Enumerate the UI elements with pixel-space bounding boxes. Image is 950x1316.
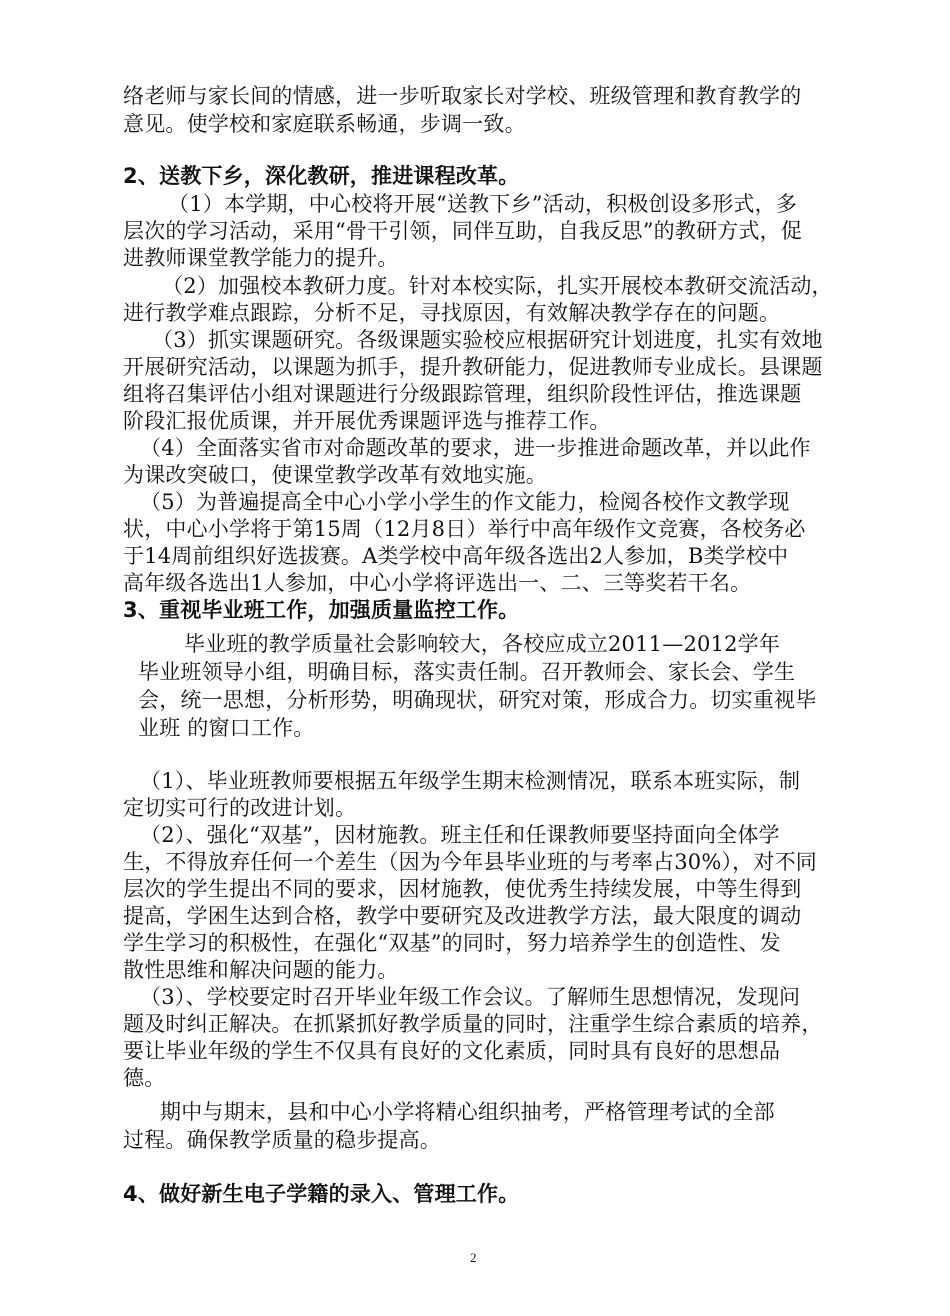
body-line: （4）全面落实省市对命题改革的要求，进一步推进命题改革，并以此作 [140,436,811,460]
body-line: （2）、强化“双基”，因材施教。班主任和任课教师要坚持面向全体学 [140,823,780,847]
section-heading-2: 2、送教下乡，深化教研，推进课程改革。 [123,164,520,188]
body-line: 高年级各选出1人参加，中心小学将评选出一、二、三等奖若干名。 [123,571,752,595]
body-line: 定切实可行的改进计划。 [123,796,357,820]
body-line: 层次的学生提出不同的要求，因材施教，使优秀生持续发展，中等生得到 [123,877,802,901]
body-line: 进行教学难点跟踪，分析不足，寻找原因，有效解决教学存在的问题。 [123,301,781,325]
body-line: （1）、毕业班教师要根据五年级学生期末检测情况，联系本班实际，制 [140,769,801,793]
body-line: （2）加强校本教研力度。针对本校实际，扎实开展校本教研交流活动， [162,274,833,298]
body-line: 期中与期末，县和中心小学将精心组织抽考，严格管理考试的全部 [160,1100,775,1124]
body-line: （1）本学期，中心校将开展“送教下乡”活动，积极创设多形式，多 [168,192,798,216]
body-line: 毕业班的教学质量社会影响较大，各校应成立2011—2012学年 [184,632,781,656]
body-line: 过程。确保教学质量的稳步提高。 [123,1128,441,1152]
body-line: 德。 [123,1066,166,1090]
body-line: 生，不得放弃任何一个差生（因为今年县毕业班的与考率占30%），对不同 [123,850,817,874]
body-line: 意见。使学校和家庭联系畅通，步调一致。 [123,112,526,136]
page-number: 2 [470,1250,477,1265]
body-line: 阶段汇报优质课，并开展优秀课题评选与推荐工作。 [123,409,611,433]
body-line: 散性思维和解决问题的能力。 [123,958,399,982]
body-line: 要让毕业年级的学生不仅具有良好的文化素质，同时具有良好的思想品 [123,1039,781,1063]
body-line: 学生学习的积极性，在强化“双基”的同时，努力培养学生的创造性、发 [123,931,781,955]
body-line: 状，中心小学将于第15周（12月8日）举行中高年级作文竞赛，各校务必 [123,517,806,541]
section-heading-3: 3、重视毕业班工作，加强质量监控工作。 [123,598,520,622]
body-line: 组将召集评估小组对课题进行分级跟踪管理，组织阶段性评估，推选课题 [123,382,802,406]
body-line: 提高，学困生达到合格，教学中要研究及改进教学方法，最大限度的调动 [123,904,802,928]
body-line: （5）为普遍提高全中心小学小学生的作文能力，检阅各校作文教学现 [140,490,790,514]
body-line: 为课改突破口，使课堂教学改革有效地实施。 [123,463,547,487]
body-line: 开展研究活动，以课题为抓手，提升教研能力，促进教师专业成长。县课题 [123,355,823,379]
body-line: （3）抓实课题研究。各级课题实验校应根据研究计划进度，扎实有效地 [152,328,823,352]
section-heading-4: 4、做好新生电子学籍的录入、管理工作。 [123,1182,520,1206]
body-line: （3）、学校要定时召开毕业年级工作会议。了解师生思想情况，发现问 [140,985,801,1009]
body-line: 络老师与家长间的情感，进一步听取家长对学校、班级管理和教育教学的 [123,84,802,108]
body-line: 题及时纠正解决。在抓紧抓好教学质量的同时，注重学生综合素质的培养， [123,1012,823,1036]
body-line: 层次的学习活动，采用“骨干引领，同伴互助，自我反思”的教研方式，促 [123,219,803,243]
body-line: 进教师课堂教学能力的提升。 [123,246,399,270]
body-line: 业班 的窗口工作。 [138,716,315,740]
body-line: 于14周前组织好选拔赛。A类学校中高年级各选出2人参加，B类学校中 [123,544,789,568]
body-line: 毕业班领导小组，明确目标，落实责任制。召开教师会、家长会、学生 [138,660,796,684]
body-line: 会，统一思想，分析形势，明确现状，研究对策，形成合力。切实重视毕 [138,688,817,712]
